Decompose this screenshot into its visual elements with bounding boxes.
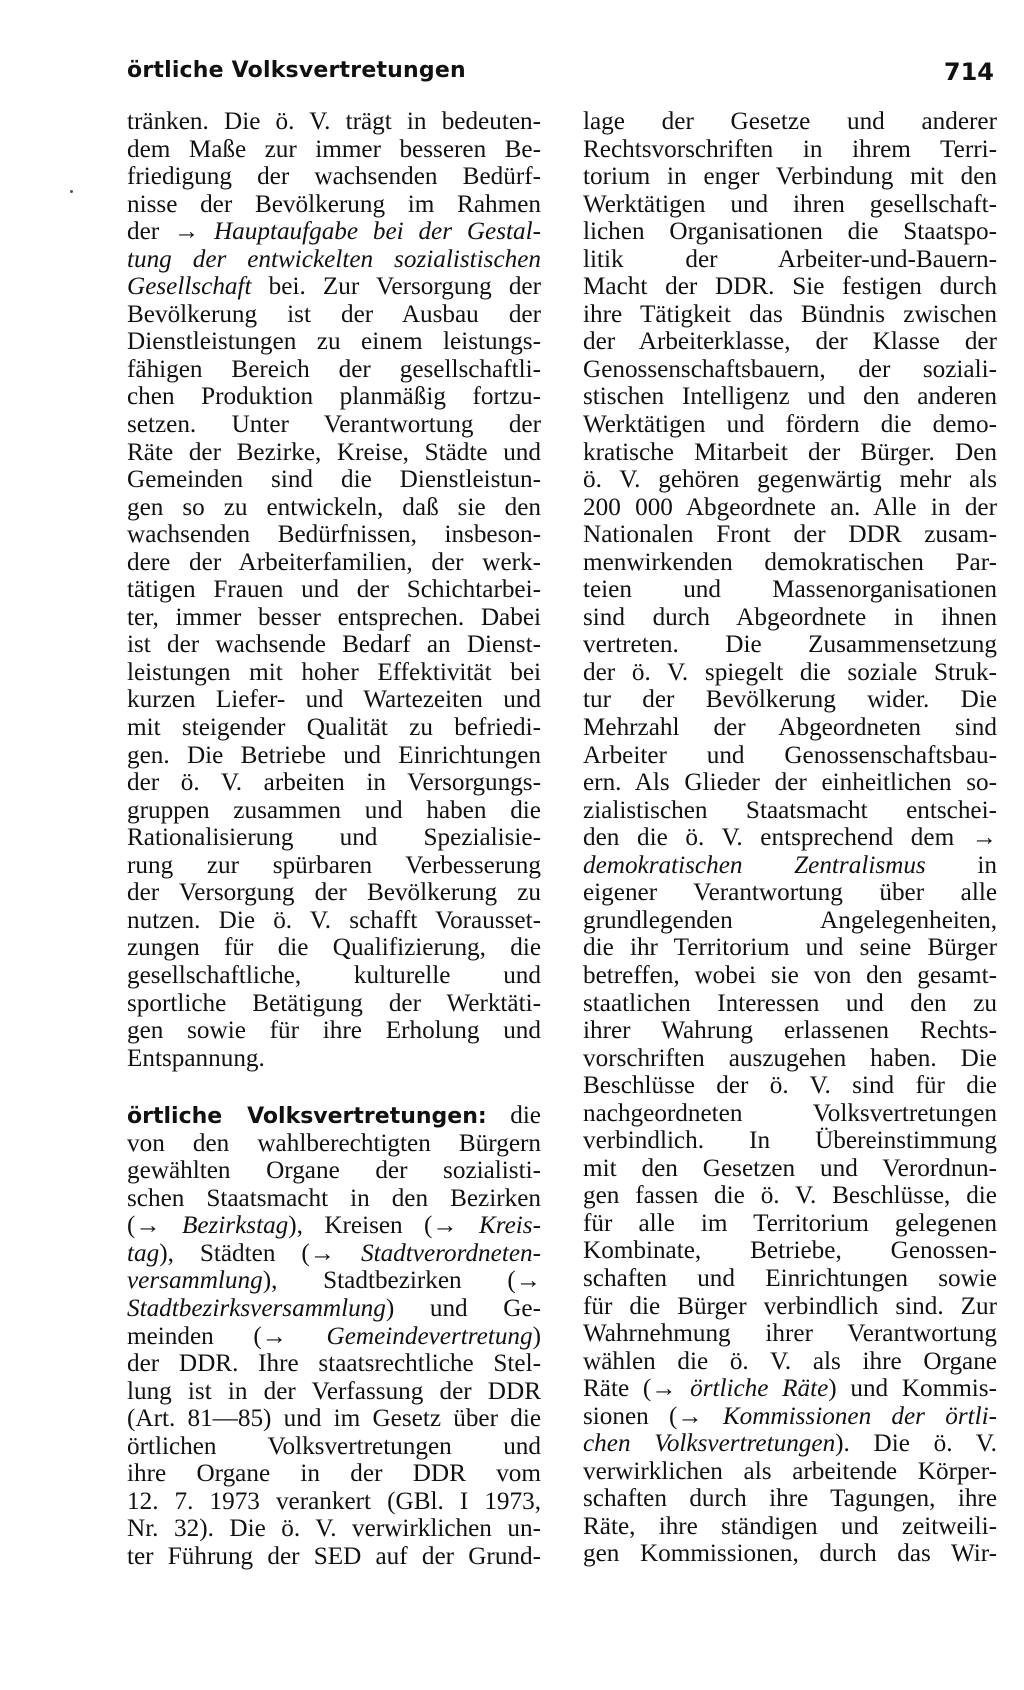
text-line <box>583 1430 997 1458</box>
text-line <box>583 604 997 632</box>
text-run: sionen (→ <box>583 1402 723 1430</box>
text-run: gesellschaftliche, kulturelle und <box>127 961 541 989</box>
text-line <box>127 1212 541 1240</box>
text-run: vertreten. Die Zusammensetzung <box>583 631 997 659</box>
text-line <box>127 631 541 659</box>
text-line <box>583 136 997 164</box>
text-line <box>127 686 541 714</box>
text-line <box>127 742 541 770</box>
text-run: ern. Als Glieder der einheitlichen so- <box>583 769 997 797</box>
text-run: Entspannung. <box>127 1044 265 1072</box>
text-run: ö. V. gehören gegenwärtig mehr als <box>583 466 997 494</box>
text-line <box>583 108 997 136</box>
text-run: schaften durch ihre Tagungen, ihre <box>583 1485 997 1513</box>
text-run: Dienstleistungen zu einem leistungs- <box>127 328 541 356</box>
text-run: tätigen Frauen und der Schichtarbei- <box>127 576 541 604</box>
text-line <box>583 686 997 714</box>
print-speck <box>70 190 73 193</box>
text-run: dem Maße zur immer besseren Be- <box>127 135 541 163</box>
text-run: lichen Organisationen die Staatspo- <box>583 218 997 246</box>
text-run: ter Führung der SED auf der Grund- <box>127 1542 541 1570</box>
text-run: der ö. V. arbeiten in Versorgungs- <box>127 769 541 797</box>
text-run: 200 000 Abgeordnete an. Alle in der <box>583 493 997 521</box>
text-run: 12. 7. 1973 verankert (GBl. I 1973, <box>127 1487 541 1515</box>
text-run: ist der wachsende Bedarf an Dienst- <box>127 631 541 659</box>
text-line <box>127 659 541 687</box>
text-line <box>583 1320 997 1348</box>
text-line <box>583 576 997 604</box>
text-line <box>583 1072 997 1100</box>
text-run: örtlichen Volksvertretungen und <box>127 1432 541 1460</box>
text-line <box>583 1513 997 1541</box>
text-line <box>127 852 541 880</box>
text-run: ) und Ge- <box>385 1294 541 1322</box>
text-line <box>127 576 541 604</box>
text-line <box>583 466 997 494</box>
right-column <box>583 108 997 1568</box>
italic-cross-reference: Gemeindevertretung <box>326 1322 533 1350</box>
text-run: staatlichen Interessen und den zu <box>583 989 997 1017</box>
text-run: schaften und Einrichtungen sowie <box>583 1264 997 1292</box>
text-line <box>583 218 997 246</box>
text-run: verbindlich. In Übereinstimmung <box>583 1127 997 1155</box>
text-line <box>583 1237 997 1265</box>
text-run: für die Bürger verbindlich sind. Zur <box>583 1292 997 1320</box>
text-run: kratische Mitarbeit der Bürger. Den <box>583 438 997 466</box>
text-line <box>583 907 997 935</box>
text-run: litik der Arbeiter-und-Bauern- <box>583 245 997 273</box>
text-line <box>583 797 997 825</box>
text-line <box>127 1157 541 1185</box>
text-line <box>583 1293 997 1321</box>
text-line <box>583 1127 997 1155</box>
text-line <box>127 1350 541 1378</box>
text-line <box>583 1210 997 1238</box>
text-run: wählen die ö. V. als ihre Organe <box>583 1347 997 1375</box>
text-line <box>127 1460 541 1488</box>
italic-cross-reference: tung der entwickelten sozialistischen <box>127 245 541 273</box>
text-run: sind durch Abgeordnete in ihnen <box>583 603 997 631</box>
text-line <box>583 1155 997 1183</box>
text-run: ) <box>532 1322 541 1350</box>
text-line <box>127 1240 541 1268</box>
text-run: fähigen Bereich der gesellschaftli- <box>127 355 541 383</box>
text-run: nachgeordneten Volksvertretungen <box>583 1099 997 1127</box>
italic-cross-reference: chen Volksvertretungen <box>583 1430 836 1458</box>
left-column <box>127 108 541 1570</box>
text-run: die ihr Territorium und seine Bürger <box>583 934 997 962</box>
text-run: eigener Verantwortung über alle <box>583 879 997 907</box>
text-line <box>127 163 541 191</box>
text-line <box>127 1130 541 1158</box>
text-line <box>127 934 541 962</box>
text-line <box>127 383 541 411</box>
text-line <box>127 246 541 274</box>
text-line <box>583 1485 997 1513</box>
text-line <box>127 1515 541 1543</box>
text-line <box>583 852 997 880</box>
text-run: ter, immer besser entsprechen. Dabei <box>127 603 541 631</box>
text-line <box>583 356 997 384</box>
text-run: ) und Kommis- <box>828 1375 997 1403</box>
italic-cross-reference: versammlung <box>127 1267 263 1295</box>
text-run: von den wahlberechtigten Bürgern <box>127 1129 541 1157</box>
text-line <box>127 1017 541 1045</box>
text-line <box>127 466 541 494</box>
text-run: Werktätigen und fördern die demo- <box>583 411 997 439</box>
text-line <box>127 411 541 439</box>
text-line <box>127 218 541 246</box>
text-line <box>583 494 997 522</box>
text-run: schen Staatsmacht in den Bezirken <box>127 1184 541 1212</box>
text-run: zungen für die Qualifizierung, die <box>127 934 541 962</box>
italic-cross-reference: Bezirkstag <box>181 1212 289 1240</box>
page-number: 714 <box>943 58 994 86</box>
text-run: friedigung der wachsenden Bedürf- <box>127 163 541 191</box>
text-line <box>127 494 541 522</box>
italic-cross-reference: örtliche Räte <box>690 1375 829 1403</box>
text-line <box>127 136 541 164</box>
text-line <box>127 1488 541 1516</box>
text-run: lage der Gesetze und anderer <box>583 108 997 135</box>
text-run: Kombinate, Betriebe, Genossen- <box>583 1237 997 1265</box>
text-line <box>127 1405 541 1433</box>
text-line <box>583 521 997 549</box>
text-run: torium in enger Verbindung mit den <box>583 163 997 191</box>
entry-gap <box>127 1072 541 1102</box>
text-line <box>583 1017 997 1045</box>
text-run: (Art. 81—85) und im Gesetz über die <box>127 1405 541 1433</box>
text-run: teien und Massenorganisationen <box>583 576 997 604</box>
text-run: mit steigender Qualität zu befriedi- <box>127 714 541 742</box>
text-run: der ö. V. spiegelt die soziale Struk- <box>583 658 997 686</box>
italic-cross-reference: Hauptaufgabe bei der Gestal- <box>213 218 541 246</box>
text-run: der → <box>127 218 214 246</box>
text-run: Mehrzahl der Abgeordneten sind <box>583 714 997 742</box>
text-run: Rationalisierung und Spezialisie- <box>127 824 541 852</box>
text-run: den die ö. V. entsprechend dem → <box>583 824 997 852</box>
text-run: gen fassen die ö. V. Beschlüsse, die <box>583 1182 997 1210</box>
text-run: ihre Tätigkeit das Bündnis zwischen <box>583 300 997 328</box>
text-run: rung zur spürbaren Verbesserung <box>127 851 541 879</box>
text-line <box>127 1378 541 1406</box>
text-line <box>583 1182 997 1210</box>
text-run: ), Stadtbezirken (→ <box>262 1267 541 1295</box>
text-line <box>583 714 997 742</box>
text-line <box>583 990 997 1018</box>
text-line <box>127 356 541 384</box>
text-line <box>127 328 541 356</box>
italic-cross-reference: Stadtverordneten- <box>361 1239 541 1267</box>
text-run: gen so zu entwickeln, daß sie den <box>127 493 541 521</box>
text-run: gen Kommissionen, durch das Wir- <box>583 1540 997 1568</box>
text-run: chen Produktion planmäßig fortzu- <box>127 383 541 411</box>
text-run: gen sowie für ihre Erholung und <box>127 1017 541 1045</box>
text-run: ), Kreisen (→ <box>288 1212 479 1240</box>
text-run: Macht der DDR. Sie festigen durch <box>583 273 997 301</box>
text-line <box>127 1295 541 1323</box>
text-line <box>583 769 997 797</box>
entry-first-line <box>127 1102 541 1130</box>
text-run: tränken. Die ö. V. trägt in bedeuten- <box>127 108 541 135</box>
text-line <box>583 246 997 274</box>
text-run: der Arbeiterklasse, der Klasse der <box>583 328 997 356</box>
text-line <box>583 411 997 439</box>
text-line <box>583 879 997 907</box>
italic-cross-reference: demokratischen Zentralismus <box>583 851 926 879</box>
text-run: in <box>925 851 997 879</box>
text-run: lung ist in der Verfassung der DDR <box>127 1377 541 1405</box>
text-run: setzen. Unter Verantwortung der <box>127 411 541 439</box>
text-line <box>583 631 997 659</box>
text-line <box>583 1540 997 1568</box>
text-line <box>127 273 541 301</box>
text-line <box>583 1458 997 1486</box>
text-run: ihre Organe in der DDR vom <box>127 1460 541 1488</box>
text-run: Bevölkerung ist der Ausbau der <box>127 300 541 328</box>
text-line <box>127 797 541 825</box>
text-run: Arbeiter und Genossenschaftsbau- <box>583 741 997 769</box>
text-line <box>127 1433 541 1461</box>
text-run: meinden (→ <box>127 1322 327 1350</box>
text-run: ), Städten (→ <box>159 1239 361 1267</box>
entry-oertliche-volksvertretungen <box>127 1102 541 1570</box>
text-line <box>127 191 541 219</box>
text-line <box>583 1403 997 1431</box>
italic-cross-reference: tag <box>127 1239 160 1267</box>
text-run: für alle im Territorium gelegenen <box>583 1209 997 1237</box>
text-run: Nr. 32). Die ö. V. verwirklichen un- <box>127 1515 541 1543</box>
text-run: (→ <box>127 1212 182 1240</box>
text-line <box>583 383 997 411</box>
text-run: verwirklichen als arbeitende Körper- <box>583 1457 997 1485</box>
text-run: mit den Gesetzen und Verordnun- <box>583 1154 997 1182</box>
text-run: kurzen Liefer- und Wartezeiten und <box>127 686 541 714</box>
text-run: Räte (→ <box>583 1375 691 1403</box>
text-run: dere der Arbeiterfamilien, der werk- <box>127 548 541 576</box>
text-run: nutzen. Die ö. V. schafft Vorausset- <box>127 906 541 934</box>
italic-cross-reference: Stadtbezirksversammlung <box>127 1294 386 1322</box>
text-line <box>583 273 997 301</box>
text-line <box>583 1045 997 1073</box>
text-run: gewählten Organe der sozialisti- <box>127 1157 541 1185</box>
text-run: Gemeinden sind die Dienstleistun- <box>127 466 541 494</box>
text-line <box>583 659 997 687</box>
text-line <box>127 990 541 1018</box>
text-run: Räte, ihre ständigen und zeitweili- <box>583 1512 997 1540</box>
italic-cross-reference: Kreis- <box>478 1212 541 1240</box>
text-line <box>127 108 541 136</box>
text-run: der Versorgung der Bevölkerung zu <box>127 879 541 907</box>
text-run: vorschriften auszugehen haben. Die <box>583 1044 997 1072</box>
text-run: bei. Zur Versorgung der <box>251 273 541 301</box>
text-run: Beschlüsse der ö. V. sind für die <box>583 1072 997 1100</box>
text-line <box>583 934 997 962</box>
text-run: stischen Intelligenz und den anderen <box>583 383 997 411</box>
text-line <box>127 769 541 797</box>
text-line <box>127 1267 541 1295</box>
text-run: Nationalen Front der DDR zusam- <box>583 521 997 549</box>
text-line <box>583 163 997 191</box>
text-run: tur der Bevölkerung wider. Die <box>583 686 997 714</box>
text-run: leistungen mit hoher Effektivität bei <box>127 658 541 686</box>
text-line <box>583 824 997 852</box>
text-line <box>583 328 997 356</box>
text-run: menwirkenden demokratischen Par- <box>583 548 997 576</box>
text-run: grundlegenden Angelegenheiten, <box>583 906 997 934</box>
text-run: der DDR. Ihre staatsrechtliche Stel- <box>127 1350 541 1378</box>
text-line <box>127 879 541 907</box>
text-run: betreffen, wobei sie von den gesamt- <box>583 961 997 989</box>
text-run: Rechtsvorschriften in ihrem Terri- <box>583 135 997 163</box>
italic-cross-reference: Gesellschaft <box>127 273 252 301</box>
entry-first-words: die <box>486 1102 541 1130</box>
text-run: gruppen zusammen und haben die <box>127 796 541 824</box>
text-line <box>583 1100 997 1128</box>
text-run: wachsenden Bedürfnissen, insbeson- <box>127 521 541 549</box>
italic-cross-reference: Kommissionen der örtli- <box>722 1402 997 1430</box>
text-line <box>583 191 997 219</box>
text-line <box>583 439 997 467</box>
text-line <box>127 604 541 632</box>
entry-lemma: örtliche Volksvertretungen: <box>127 1104 487 1130</box>
text-run: ). Die ö. V. <box>835 1430 997 1458</box>
text-run: Genossenschaftsbauern, der soziali- <box>583 355 997 383</box>
text-line <box>583 301 997 329</box>
paragraph-continued <box>127 108 541 1072</box>
text-line <box>583 1265 997 1293</box>
text-run: nisse der Bevölkerung im Rahmen <box>127 190 541 218</box>
text-line <box>583 742 997 770</box>
text-run: Räte der Bezirke, Kreise, Städte und <box>127 438 541 466</box>
text-line <box>127 1045 541 1073</box>
text-line <box>127 549 541 577</box>
text-line <box>127 714 541 742</box>
text-line <box>127 1323 541 1351</box>
text-line <box>583 549 997 577</box>
text-line <box>127 907 541 935</box>
text-line <box>583 1375 997 1403</box>
text-line <box>583 962 997 990</box>
text-run: gen. Die Betriebe und Einrichtungen <box>127 741 541 769</box>
text-run: Werktätigen und ihren gesellschaft- <box>583 190 997 218</box>
text-line <box>127 439 541 467</box>
text-run: ihrer Wahrung erlassenen Rechts- <box>583 1017 997 1045</box>
text-line <box>127 824 541 852</box>
text-line <box>127 301 541 329</box>
text-line <box>583 1348 997 1376</box>
text-run: zialistischen Staatsmacht entschei- <box>583 796 997 824</box>
text-line <box>127 1185 541 1213</box>
text-line <box>127 521 541 549</box>
running-head: örtliche Volksvertretungen <box>127 58 466 83</box>
text-run: sportliche Betätigung der Werktäti- <box>127 989 541 1017</box>
text-line <box>127 1543 541 1571</box>
text-line <box>127 962 541 990</box>
text-run: Wahrnehmung ihrer Verantwortung <box>583 1320 997 1348</box>
